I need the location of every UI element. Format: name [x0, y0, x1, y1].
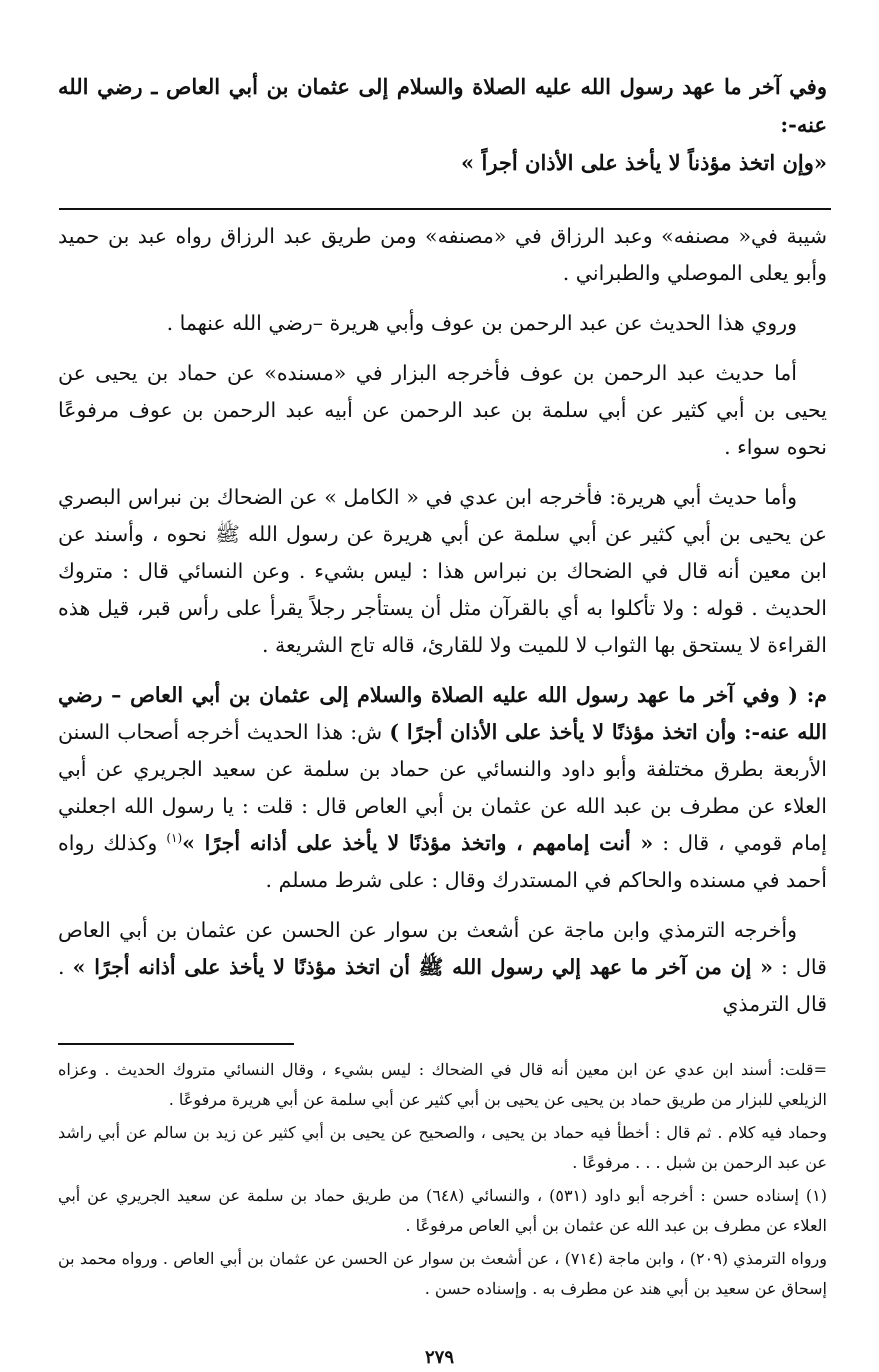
footnote-1-cont: ورواه الترمذي (٢٠٩) ، وابن ماجة (٧١٤) ، عن أشعث بن سوار عن الحسن عن عثمان بن أبي العاص . ورواه محمد بن إسحاق عن سعيد بن أبي هند عن مطرف به . وإسناده حسن . — [58, 1249, 828, 1298]
hadith-quote: « أنت إمامهم ، واتخذ مؤذنًا لا يأخذ على أذانه أجرًا » — [182, 831, 654, 855]
header-line-2: «وإن اتخذ مؤذناً لا يأخذ على الأذان أجراً » — [461, 150, 827, 175]
sharh-text: ش: هذا الحديث أخرجه أصحاب السنن الأربعة بطرق مختلفة وأبو داود والنسائي عن حماد بن سلمة عن سعيد الجريري عن أبي العلاء عن مطرف بن عبد الله عن عثمان بن أبي العاص قال : قلت : يا رسول الله اجعلني إمام قومي ، قال : — [58, 720, 827, 855]
footnote-continuation-2: وحماد فيه كلام . ثم قال : أخطأ فيه حماد بن يحيى ، والصحيح عن يحيى بن أبي كثير عن زيد بن سالم عن أبي راشد عن عبد الرحمن بن شبل . . . مرفوعًا . — [58, 1123, 827, 1172]
paragraph-2: وروي هذا الحديث عن عبد الرحمن بن عوف وأبي هريرة –رضي الله عنهما . — [166, 311, 797, 335]
header-divider — [59, 208, 831, 210]
tirmidhi-quote: « إن من آخر ما عهد إلي رسول الله ﷺ أن اتخذ مؤذنًا لا يأخذ على أذانه أجرًا » — [72, 955, 773, 979]
tirmidhi-tail: . قال الترمذي — [58, 955, 827, 1016]
sharh-text-cont: وكذلك رواه أحمد في مسنده والحاكم في المستدرك وقال : على شرط مسلم . — [58, 831, 827, 892]
paragraph-6 — [58, 912, 827, 1023]
paragraph-3: أما حديث عبد الرحمن بن عوف فأخرجه البزار في «مسنده» عن حماد بن يحيى عن يحيى بن أبي كثير عن أبي سلمة بن عبد الرحمن عن أبيه عبد الرحمن بن عوف مرفوعًا نحوه سواء . — [58, 361, 827, 459]
footnote-ref-1[interactable]: (١) — [166, 831, 183, 846]
header-line-1: وفي آخر ما عهد رسول الله عليه الصلاة والسلام إلى عثمان بن أبي العاص ـ رضي الله عنه-: — [58, 74, 827, 137]
page-header — [58, 68, 827, 182]
footnotes — [58, 1055, 827, 1304]
page-number: ٢٧٩ — [424, 1347, 454, 1368]
paragraph-4: وأما حديث أبي هريرة: فأخرجه ابن عدي في « الكامل » عن الضحاك بن نبراس البصري عن يحيى بن أبي كثير عن أبي سلمة عن أبي هريرة عن رسول الله ﷺ نحوه ، وأسند عن ابن معين أنه قال في الضحاك بن نبراس هذا : ليس بشيء . وعن النسائي قال : متروك الحديث . قوله : ولا تأكلوا به أي بالقرآن مثل أن يستأجر رجلاً يقرأ على رأس قبر، قيل هذه القراءة لا يستحق بها الثواب لا للميت ولا للقارئ، قاله تاج الشريعة . — [58, 485, 827, 657]
footnote-continuation: =قلت: أسند ابن عدي عن ابن معين أنه قال في الضحاك : ليس بشيء ، وقال النسائي متروك الحديث . وعزاه الزيلعي للبزار من طريق حماد بن يحيى عن يحيى بن أبي كثير عن أبي سلمة عن أبي هريرة مرفوعًا . — [58, 1060, 827, 1109]
footnote-divider — [58, 1043, 294, 1045]
matn-quote: م: ( وفي آخر ما عهد رسول الله عليه الصلاة والسلام إلى عثمان بن أبي العاص – رضي الله عنه-: وأن اتخذ مؤذنًا لا يأخذ على الأذان أجرًا ) — [58, 683, 828, 744]
paragraph-5 — [58, 677, 827, 899]
tirmidhi-intro: وأخرجه الترمذي وابن ماجة عن أشعث بن سوار عن الحسن عن عثمان بن أبي العاص قال : — [58, 918, 827, 979]
footnote-1: (١) إسناده حسن : أخرجه أبو داود (٥٣١) ، والنسائي (٦٤٨) من طريق حماد بن سلمة عن سعيد الجريري عن أبي العلاء عن مطرف بن عبد الله عن عثمان بن أبي العاص مرفوعًا . — [58, 1186, 828, 1235]
paragraph-1: شيبة في« مصنفه» وعبد الرزاق في «مصنفه» ومن طريق عبد الرزاق رواه عبد بن حميد وأبو يعلى الموصلي والطبراني . — [58, 224, 827, 285]
main-text — [58, 218, 827, 1023]
